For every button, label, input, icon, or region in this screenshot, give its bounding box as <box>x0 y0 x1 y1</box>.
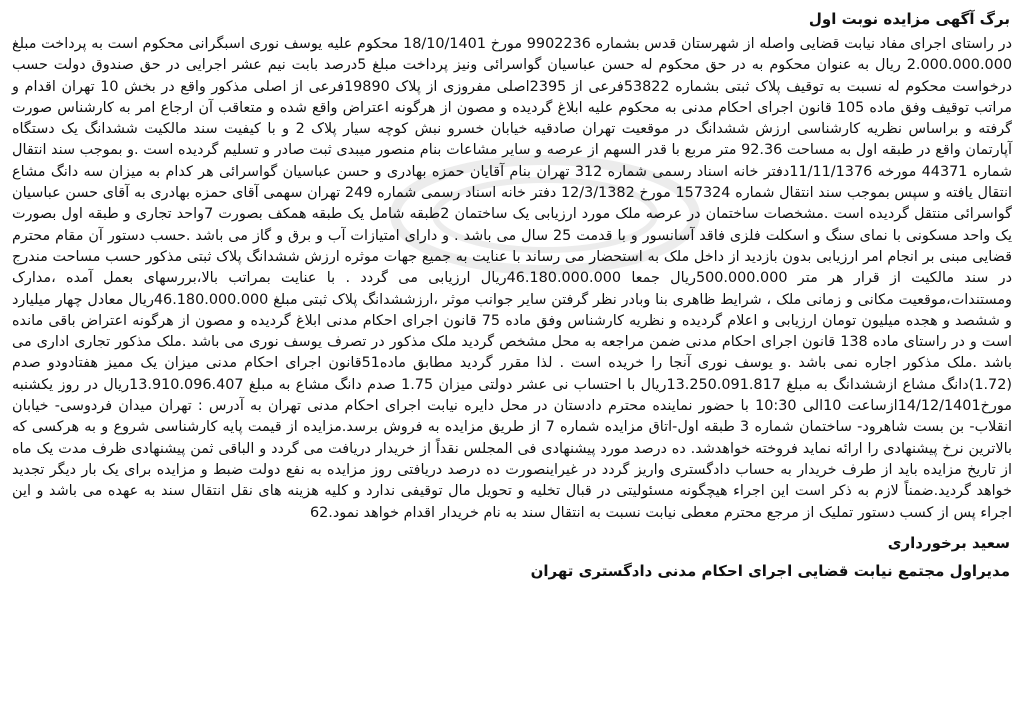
notice-title: برگ آگهی مزایده نوبت اول <box>808 10 1010 28</box>
signer-office: مدیراول مجتمع نیابت قضایی اجرای احکام مدنی دادگستری تهران <box>530 561 1010 580</box>
signer-name: سعید برخورداری <box>887 533 1010 552</box>
notice-body: در راستای اجرای مفاد نیابت قضایی واصله از شهرستان قدس بشماره 9902236 مورخ 18/10/1401 محکوم علیه یوسف نوری اسبگرانی محکوم است به پرداخت مبلغ 2.000.000.000 ریال به عنوان محکوم به در حق محکوم له حسن عباسیان گواسرائی ونیز پرداخت مبلغ 5درصد بابت نیم عشر اجرایی در حق صندوق دولت حسب درخواست محکوم له نسبت به توقیف پلاک ثبتی بشماره 53822فرعی از 2395اصلی مفروزی از پلاک 19890فرعی از اصلی مذکور واقع در بخش 10 تهران اقدام و مراتب توقیف وفق ماده 105 قانون اجرای احکام مدنی به محکوم علیه ابلاغ گردیده و مصون از هرگونه اعتراض واقع شده و متعاقب آن ارجاع امر به کارشناس صورت گرفته و براساس نظریه کارشناسی ارزش ششدانگ در موقعیت تهران صادقیه خیابان خسرو نبش کوچه سیار پلاک 2 و با کیفیت سند مالکیت ششدانگ یک دستگاه آپارتمان واقع در طبقه اول به مساحت 92.36 متر مربع با قدر السهم از عرصه و سایر مشاعات بنام منصور میبدی ثبت صادر و تسلیم گردیده است .و بموجب سند انتقال شماره 44371 مورخه 11/11/1376دفتر خانه اسناد رسمی شماره 312 تهران بنام آقایان حمزه بهادری و حسن عباسیان گواسرائی هر کدام به میزان سه دانگ مشاع انتقال یافته و سپس بموجب سند انتقال شماره 157324 مورخ 12/3/1382 دفتر خانه اسناد رسمی شماره 249 تهران سهمی آقای حمزه بهادری به آقای حسن عباسیان گواسرائی منتقل گردیده است .مشخصات ساختمان در عرصه ملک مورد ارزیابی یک ساختمان 2طبقه شامل یک طبقه همکف بصورت 7واحد تجاری و طبقه اول بصورت یک واحد مسکونی با نمای سنگ و اسکلت فلزی فاقد آسانسور و با قدمت 25 سال می باشد . و دارای امتیازات آب و برق و گاز می باشد .حسب دستور آن مقام محترم قضایی مبنی بر انجام امر ارزیابی بدون بازدید از داخل ملک به استحضار می رساند با عنایت به جمیع جهات موثره ارزش ششدانگ پلاک ثبتی مذکور حسب مساحت مندرج در سند مالکیت از قرار هر متر 500.000.000ریال جمعا 46.180.000.000ریال ارزیابی می گردد . با عنایت بمراتب بالا،بررسهای بعمل آمده ،مدارک ومستندات،موقعیت مکانی و زمانی ملک ، شرایط ظاهری بنا وبادر نظر گرفتن سایر جوانب موثر ،ارزششدانگ پلاک ثبتی مبلغ 46.180.000.000ریال معادل چهار میلیارد و ششصد و هجده میلیون تومان ارزیابی و اعلام گردیده و نظریه کارشناس وفق ماده 75 قانون اجرای احکام مدنی ابلاغ گردیده و مصون از هرگونه اعتراض باقی مانده است و در راستای ماده 138 قانون اجرای احکام مدنی ضمن مراجعه به محل مشخص گردید ملک مذکور در تصرف یوسف نوری می باشد .ملک مذکور تجاری اداری می باشد .ملک مذکور اجاره نمی باشد .و یوسف نوری آنجا را خریده است . لذا مقرر گردید مطابق ماده51قانون اجرای احکام مدنی میزان یک ممیز هفتادودو صدم (1.72)دانگ مشاع ازششدانگ به مبلغ 13.250.091.817ریال با احتساب نی عشر دولتی میزان 1.75 صدم دانگ مشاع به مبلغ 13.910.096.407ریال در روز یکشنبه مورخ14/12/1401ازساعت 10الی 10:30 با حضور نماینده محترم دادستان در محل دایره نیابت اجرای احکام مدنی تهران به آدرس : تهران میدان فردوسی- خیابان انقلاب- بن بست شاهرود- ساختمان شماره 3 طبقه اول-اتاق مزایده شماره 7 از طریق مزایده به فروش برسد.مزایده از قیمت پایه کارشناسی شروع و به هرکسی که بالاترین نرخ پیشنهادی را ارائه نماید فروخته خواهدشد. ده درصد مورد پیشنهادی فی المجلس نقداً از خریدار دریافت می گردد و الباقی ثمن پیشنهادی ظرف مدت یک ماه از تاریخ مزایده باید از طرف خریدار به حساب دادگستری واریز گردد در غیراینصورت ده درصد دریافتی روز مزایده به نفع دولت ضبط و مزایده برای یک بار دیگر تجدید خواهد گردید.ضمناً لازم به ذکر است این اجراء هیچگونه مسئولیتی در قبال تخلیه و تحویل مال توقیفی ندارد و کلیه هزینه های نقل انتقال سند به عهده می باشد و این اجراء پس از کسب دستور تملیک از مرجع محترم معطی نیابت نسبت به انتقال سند به نام خریدار اقدام خواهد نمود.62 <box>12 36 1013 521</box>
